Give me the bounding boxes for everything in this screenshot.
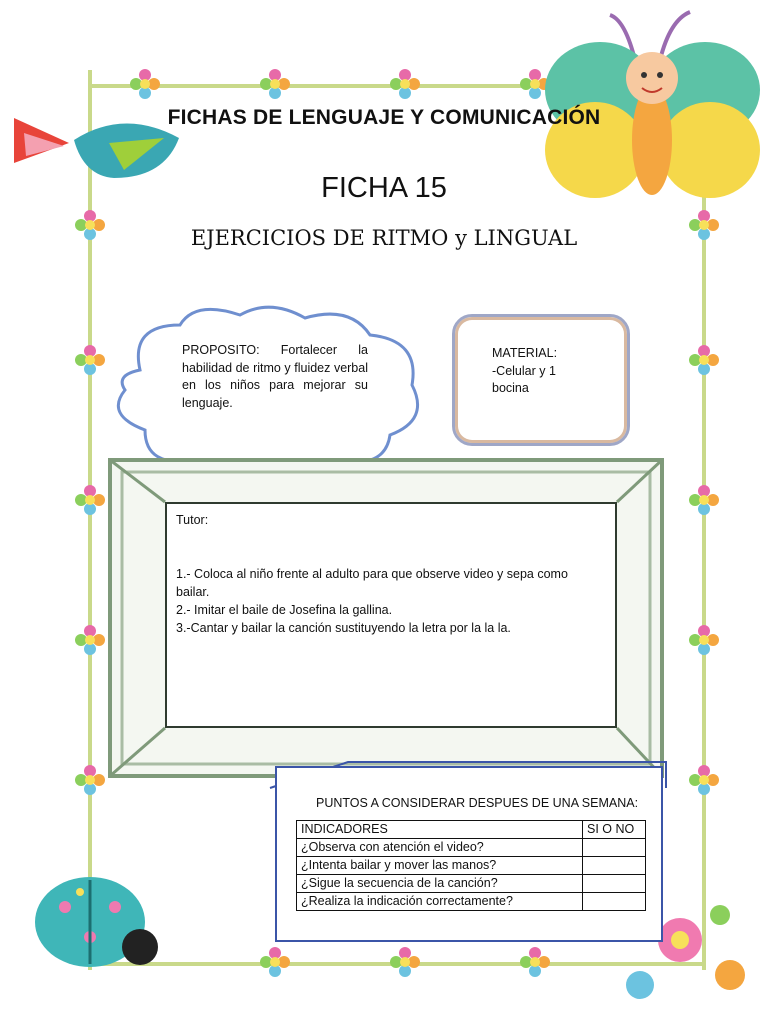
proposito-text: PROPOSITO: Fortalecer la habilidad de ritmo y fluidez verbal en los niños para mejorar su lenguaje. <box>182 343 368 410</box>
table-row <box>297 893 646 911</box>
tutor-step: 1.- Coloca al niño frente al adulto para que observe video y sepa como bailar. <box>176 567 568 599</box>
table-header: INDICADORES <box>297 821 583 839</box>
tutor-text <box>176 511 596 637</box>
material-label: MATERIAL: <box>492 346 558 360</box>
table-header: SI O NO <box>583 821 646 839</box>
answer-cell[interactable] <box>583 839 646 857</box>
material-line: -Celular y 1 <box>492 363 556 378</box>
tutor-step: 2.- Imitar el baile de Josefina la gallina. <box>176 603 393 617</box>
material-text <box>492 345 557 398</box>
ficha-number: FICHA 15 <box>321 172 447 204</box>
indicator-cell: ¿Sigue la secuencia de la canción? <box>297 875 583 893</box>
answer-cell[interactable] <box>583 875 646 893</box>
answer-cell[interactable] <box>583 893 646 911</box>
material-line: bocina <box>492 381 529 395</box>
page-subtitle: EJERCICIOS DE RITMO y LINGUAL <box>190 226 578 250</box>
indicator-cell: ¿Intenta bailar y mover las manos? <box>297 857 583 875</box>
table-row <box>297 839 646 857</box>
indicator-cell: ¿Observa con atención el video? <box>297 839 583 857</box>
table-header-row <box>297 821 646 839</box>
table-row <box>297 875 646 893</box>
tutor-step: 3.-Cantar y bailar la canción sustituyendo la letra por la la la. <box>176 621 511 635</box>
answer-cell[interactable] <box>583 857 646 875</box>
indicator-cell: ¿Realiza la indicación correctamente? <box>297 893 583 911</box>
ladybug-icon <box>20 852 170 982</box>
indicadores-table <box>296 820 646 911</box>
tutor-label: Tutor: <box>176 513 209 527</box>
puntos-title: PUNTOS A CONSIDERAR DESPUES DE UNA SEMANA: <box>316 796 639 810</box>
table-row <box>297 857 646 875</box>
page-title: FICHAS DE LENGUAJE Y COMUNICACIÓN <box>167 106 601 129</box>
